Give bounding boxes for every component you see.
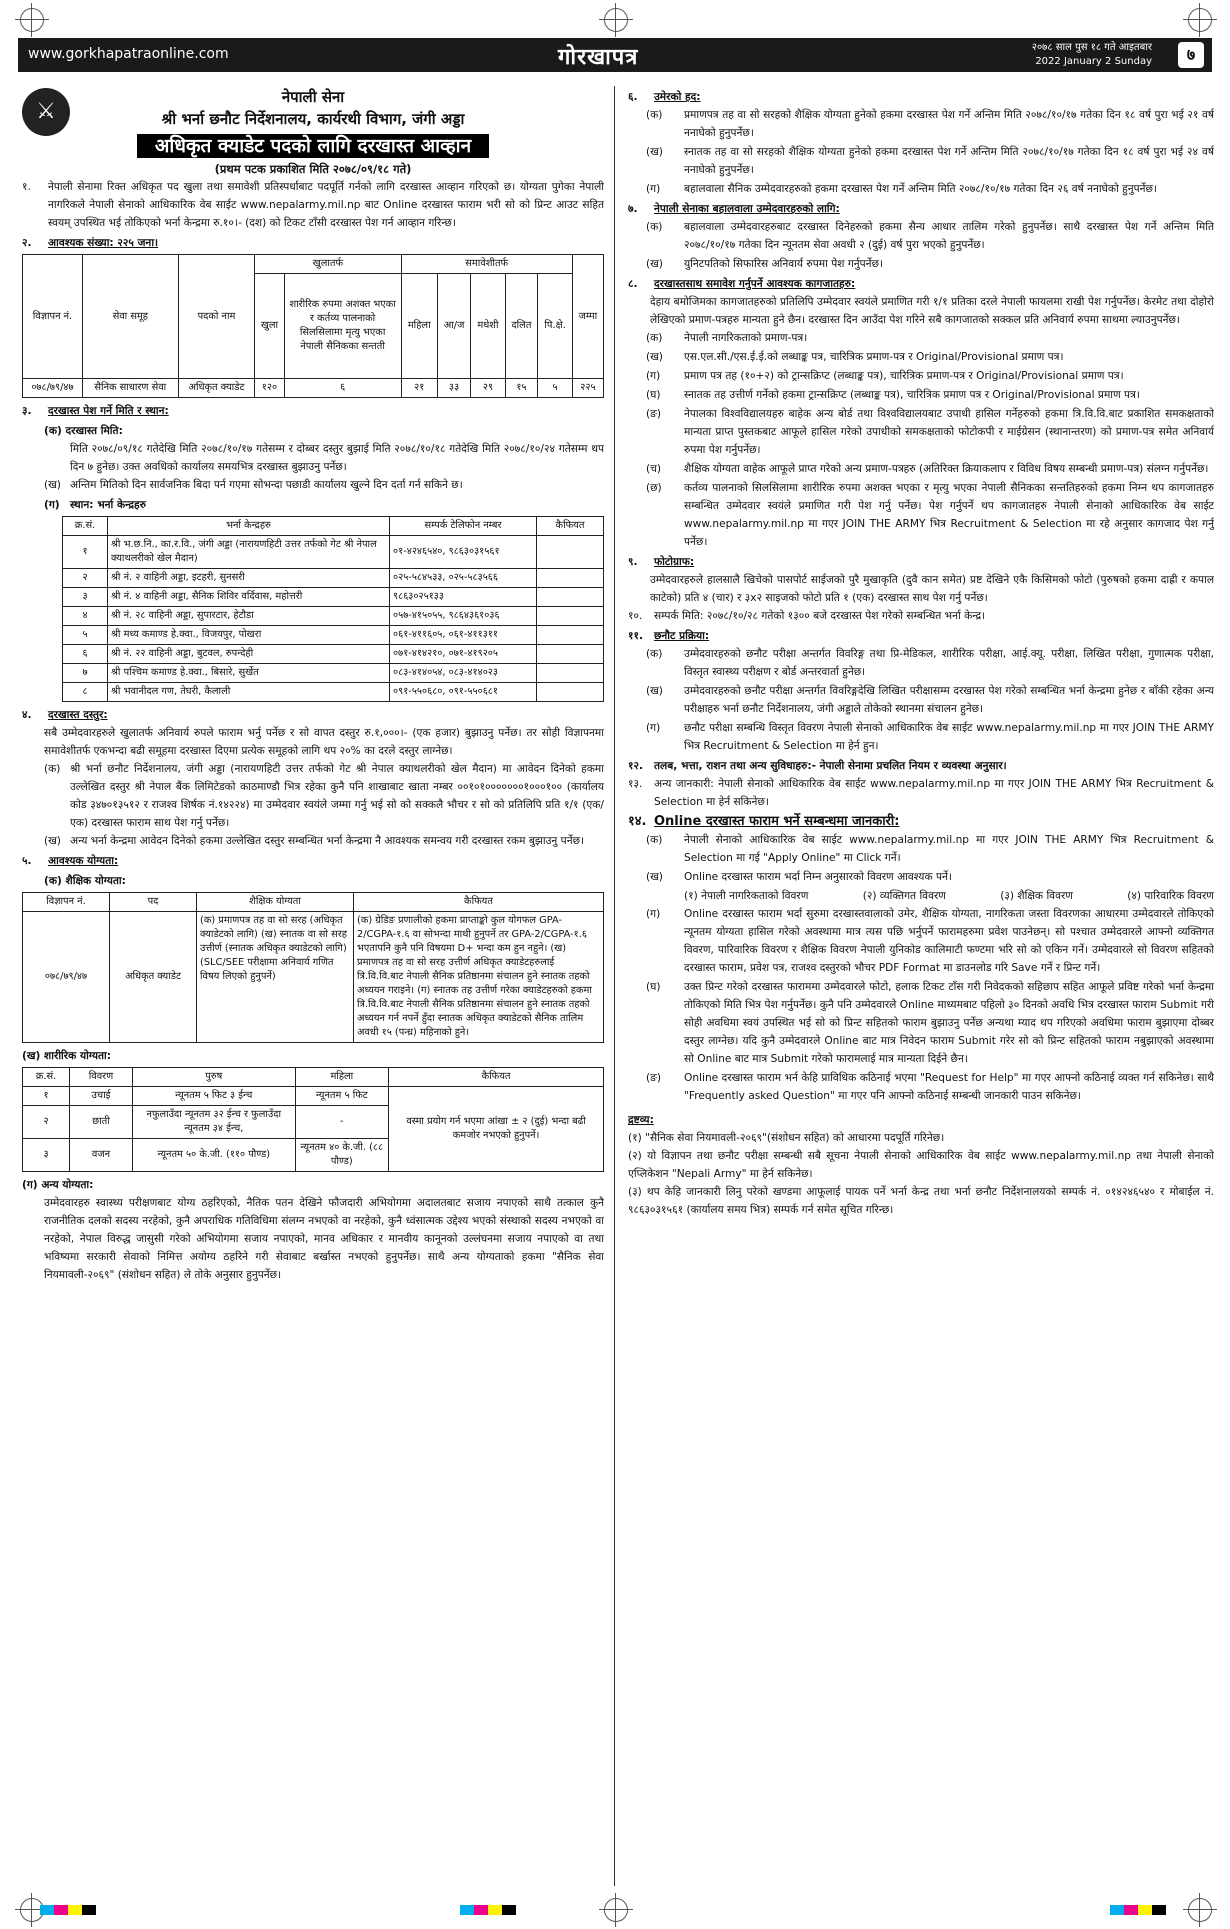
section-5-heading (22, 852, 604, 870)
th-dalit: दलित (505, 274, 538, 379)
section-number: ६. (628, 91, 638, 103)
section-5c-text: उम्मेदवारहरु स्वास्थ्य परीक्षणबाट योग्य ठहरिएको, नैतिक पतन देखिने फौजदारी अभियोगमा अदालतबाट सजाय नपाएको साथै तत्काल कुनै राजनीतिक दलको सदस्य नरहेको, कुनै अपराधिक गतिविधिमा संलग्न नभएको वा नरहेको, कुनै ध्वंसात्मक उद्देश्य भएको संस्थाको सदस्य नभएको वा नरहेको, नेपाल विरुद्ध जासुसी गरेको अभियोगमा सजाय नपाएको, मानव अधिकार र मानवीय कानूनको उल्लंघनमा सजाय नपाएको वा तथा भविष्यमा सरकारी सेवाको निमित्त अयोग्य ठहरिने गरी सेवाबाट बर्खास्त नभएको हुनुपर्नेछ। साथै अन्य योग्यताको हकमा "सैनिक सेवा नियमावली-२०६९" (संशोधन सहित) ले तोके अनुसार हुनुपर्नेछ। (44, 1197, 604, 1281)
list-item (628, 1069, 1214, 1105)
cell: ८ (63, 683, 108, 702)
sub-text: स्नातक तह उत्तीर्ण गर्नेको हकमा ट्रान्सक्रिप्ट (लब्धाङ्क पत्र), चारित्रिक प्रमाण पत्र र Original/Provisional प्रमाण पत्र। (684, 389, 1140, 401)
section-8-label: दरखास्तसाथ समावेश गर्नुपर्ने आवश्यक कागजातहरु: (654, 278, 856, 290)
section-9-heading (628, 553, 1214, 571)
section-3-heading (22, 402, 604, 420)
table-row (23, 1087, 604, 1106)
note-item: (३) थप केहि जानकारी लिनु परेको खण्डमा आफूलाई पायक पर्ने भर्ना केन्द्र तथा भर्ना छनौट निर्देशनालयको सम्पर्क नं. ०१४२४६५४० र मोबाईल नं. ९८६३०३१५६१ (कार्यालय समय भित्र) सम्पर्क गर्न समेत सूचित गरिन्छ। (628, 1186, 1214, 1216)
table-row (23, 912, 604, 1043)
cell: अधिकृत क्याडेट (110, 912, 197, 1043)
list-item (628, 479, 1214, 551)
sub-text: एस.एल.सी./एस.ई.ई.को लब्धाङ्क पत्र, चारित्रिक प्रमाण-पत्र र Original/Provisional प्रमाण पत्र। (684, 351, 1064, 363)
section-4-label: दरखास्त दस्तुर: (48, 709, 108, 721)
cell: ७ (63, 664, 108, 683)
cell (537, 683, 604, 702)
list-item (628, 405, 1214, 459)
detail-item: (१) नेपाली नागरिकताको विवरण (684, 890, 809, 902)
list-item (628, 905, 1214, 977)
cell: २ (63, 569, 108, 588)
black-swatch (82, 1905, 96, 1915)
sub-label: (क) (44, 763, 61, 775)
section-13 (628, 775, 1214, 811)
sub-text: छनौट परीक्षा सम्बन्धि विस्तृत विवरण नेपाली सेनाको आधिकारिक वेब साईट www.nepalarmy.mil.np मा गएर JOIN THE ARMY भित्र Recruitment & Selection मा हेर्न हुन। (684, 722, 1214, 752)
sub-label: (ख) (646, 351, 663, 363)
note-item: (१) "सैनिक सेवा नियमावली-२०६९"(संशोधन सहित) को आधारमा पदपूर्ति गरिनेछ। (628, 1132, 945, 1144)
cell: २२५ (572, 379, 603, 398)
physical-table (22, 1067, 604, 1172)
section-3b-text: अन्तिम मितिको दिन सार्वजनिक बिदा पर्न गएमा सोभन्दा पछाडी कार्यालय खुल्ने दिन दर्ता गर्न सकिने छ। (70, 479, 463, 491)
th-aj: आ/ज (437, 274, 471, 379)
detail-items (628, 887, 1214, 905)
table-row (63, 664, 604, 683)
section-6-heading (628, 88, 1214, 106)
section-number: ११. (628, 630, 644, 642)
cell: ३३ (437, 379, 471, 398)
list-item (628, 978, 1214, 1068)
cell: सैनिक साधारण सेवा (82, 379, 178, 398)
dept-name: श्री भर्ना छनौट निर्देशनालय, कार्यरथी विभाग, जंगी अड्डा (161, 110, 465, 128)
registration-mark-icon (604, 8, 628, 32)
sub-text: प्रमाण पत्र तह (१०+२) को ट्रान्सक्रिप्ट (लब्धाङ्क पत्र), चारित्रिक प्रमाण-पत्र र Original/Provisional प्रमाण पत्र। (684, 370, 1124, 382)
cell: २९ (471, 379, 505, 398)
list-item (628, 329, 1214, 347)
magenta-swatch (474, 1905, 488, 1915)
th-backward: पि.क्षे. (538, 274, 572, 379)
section-12 (628, 757, 1214, 775)
section-5a-label: (क) शैक्षिक योग्यता: (44, 875, 126, 887)
sub-label: (ङ) (646, 1072, 662, 1084)
list-item (628, 645, 1214, 681)
sub-text: नेपालका विश्वविद्यालयहरु बाहेक अन्य बोर्ड तथा विश्वविद्यालयबाट उपाधी हासिल गर्नेहरुको हकमा त्रि.वि.वि.बाट प्रकाशित समकक्षताको मान्यता प्राप्त पुस्तकबाट आफूले हासिल गरेको उपाधीको समकक्षताको फोटोकपी र माईग्रेसन (स्थानान्तरण) को प्रमाण-पत्र समेत अनिवार्य रुपमा पेश गर्नुपर्नेछ। (684, 408, 1214, 456)
sub-label: (ग) (44, 499, 60, 511)
cell: वस्मा प्रयोग गर्न भएमा आंखा ± २ (दुई) भन्दा बढी कमजोर नभएको हुनुपर्ने। (389, 1087, 604, 1172)
detail-item: (३) शैक्षिक विवरण (1000, 890, 1073, 902)
section-number: ७. (628, 203, 638, 215)
sub-label: (क) (646, 834, 663, 846)
column-divider (614, 86, 615, 1886)
table-row (63, 536, 604, 569)
note-item: (२) यो विज्ञापन तथा छनौट परीक्षा सम्बन्धी सबै सूचना नेपाली सेनाको आधिकारिक वेब साईट www.nepalarmy.mil.np तथा नेपाली सेनाको एप्लिकेशन "Nepali Army" मा हेर्न सकिनेछ। (628, 1150, 1214, 1180)
section-number: ४. (22, 709, 32, 721)
section-6-label: उमेरको हद: (654, 91, 701, 103)
cell: ०९१-५५०६८०, ०९१-५५०६८१ (390, 683, 537, 702)
section-7-label: नेपाली सेनाका बहालवाला उम्मेदवारहरुको लागि: (654, 203, 840, 215)
cell: - (295, 1106, 389, 1139)
section-number: १३. (628, 778, 643, 790)
cell: ०७१-४१४२१०, ०७१-४१९२०५ (390, 645, 537, 664)
registration-mark-icon (604, 1898, 628, 1922)
cell: अधिकृत क्याडेट (178, 379, 255, 398)
section-12-text: तलब, भत्ता, राशन तथा अन्य सुविधाहरु:- नेपाली सेनामा प्रचलित नियम र व्यवस्था अनुसार। (654, 760, 1007, 772)
th-inclusive-group: समावेशीतर्फ (401, 255, 572, 274)
page-number: ७ (1178, 42, 1204, 68)
cyan-swatch (40, 1905, 54, 1915)
note-heading (628, 1111, 1214, 1129)
list-item (628, 143, 1214, 179)
table-row (23, 379, 604, 398)
cell (537, 626, 604, 645)
section-3a-label: (क) दरखास्त मिति: (44, 425, 123, 437)
newspaper-title: गोरखापत्र (558, 45, 639, 70)
th-sn: क्र.सं. (63, 517, 108, 536)
yellow-swatch (488, 1905, 502, 1915)
sub-label: (छ) (646, 482, 662, 494)
sub-text: प्रमाणपत्र तह वा सो सरहको शैक्षिक योग्यता हुनेको हकमा दरखास्त पेश गर्ने अन्तिम मिति २०७८/१०/१७ गतेका दिन १८ वर्ष पुरा भई २१ वर्ष ननाघेको हुनुपर्नेछ। (684, 109, 1214, 139)
cell: (क) ग्रेडिङ प्रणालीको हकमा प्राप्ताङ्को कुल योगफल GPA-2/CGPA-१.६ वा सोभन्दा माथी हुनुपर्ने तर GPA-2/CGPA-१.६ भएतापनि कुनै पनि विषयमा D+ भन्दा कम हुन नहुने। (ख) प्रमाणपत्र तह वा सो सरह उत्तीर्ण अधिकृत क्याडेटहरुलाई त्रि.वि.वि.बाट नेपाली सैनिक प्रतिष्ठानमा संचालन हुने स्नातक तहको अध्ययन गराइने। (ग) स्नातक तह उत्तीर्ण गरेका क्याडेटहरुको हकमा त्रि.वि.वि.बाट नेपाली सैनिक प्रतिष्ठानमा संचालन हुने स्नातक तहको अध्ययन गर्न नपर्ने हुँदा स्नातक अधिकृत क्याडेटको सैनिक तालिम अवधी १५ (पन्ध्र) महिनाको हुने। (354, 912, 604, 1043)
list-item (628, 831, 1214, 867)
masthead (18, 38, 1212, 72)
education-table (22, 892, 604, 1043)
cyan-swatch (460, 1905, 474, 1915)
cell: ०८३-४१४०५४, ०८३-४१४०२३ (390, 664, 537, 683)
issue-date-nepali: २०७८ साल पुस १८ गते आइतबार (1031, 42, 1152, 53)
section-3c (22, 496, 604, 514)
color-bar (460, 1905, 516, 1915)
section-8-heading (628, 275, 1214, 293)
cell (537, 588, 604, 607)
th-detail: विवरण (70, 1068, 133, 1087)
registration-mark-icon (1188, 1898, 1212, 1922)
list-item (628, 180, 1214, 198)
section-number: ५. (22, 855, 32, 867)
cell: १ (63, 536, 108, 569)
sub-text: Online दरखास्त फाराम भर्न केहि प्राविधिक कठिनाई भएमा "Request for Help" मा गएर आफ्नो कठिनाई व्यक्त गर्न सकिनेछ। साथै "Frequently asked Question" मा गएर पनि आफ्नो कठिनाई सम्बन्धी जानकारी पाउन सकिनेछ। (684, 1072, 1214, 1102)
first-publication: (प्रथम पटक प्रकाशित मिति २०७८/०९/१८ गते) (214, 162, 412, 176)
notice-banner: अधिकृत क्याडेट पदको लागि दरखास्त आव्हान (137, 134, 489, 158)
section-10 (628, 607, 1214, 625)
sub-text: Online दरखास्त फाराम भर्दा निम्न अनुसारको विवरण आवश्यक पर्ने। (684, 871, 952, 883)
sub-text: Online दरखास्त फाराम भर्दा सुरुमा दरखास्तवालाको उमेर, शैक्षिक योग्यता, नागरिकता जस्ता विवरणका आधारमा उम्मेदवारले तोकिएको न्यूनतम योग्यता हासिल गरेको अवस्थामा मात्र त्यस पछि भर्नुपर्ने फारामहरुमा प्रवेश पाउनेछन्। सो पश्चात उम्मेदवारले आफ्नो व्यक्तिगत विवरण, पारिवारिक विवरण र शैक्षिक विवरण नेपाली युनिकोड कालिमाटी फण्टमा भरि सो को एकिन गर्ने। उम्मेदवारले सो विवरण सहितको दरखास्त फाराम, प्रवेश पत्र, राजश्व दस्तुरको भौचर PDF Format मा डाउनलोड गरि Save गर्ने र प्रिन्ट गर्ने। (684, 908, 1214, 974)
th-remark: कैफियत (537, 517, 604, 536)
sub-text: बहालवाला उम्मेदवारहरुबाट दरखास्त दिनेहरुको हकमा सैन्य आधार तालिम गरेको हुनुपर्नेछ। साथै दरखास्त पेश गर्ने अन्तिम मिति २०७८/१०/१७ गतेका दिन न्यूनतम सेवा अवधी २ (दुई) वर्ष पुरा भएको हुनुपर्नेछ। (684, 221, 1214, 251)
sub-text: स्नातक तह वा सो सरहको शैक्षिक योग्यता हुनेको हकमा दरखास्त पेश गर्ने अन्तिम मिति २०७८/१०/१७ गतेका दिन १८ वर्ष पुरा भई २४ वर्ष ननाघेको हुनुपर्नेछ। (684, 146, 1214, 176)
yellow-swatch (68, 1905, 82, 1915)
section-14-label: Online दरखास्त फाराम भर्ने सम्बन्धमा जानकारी: (654, 814, 900, 829)
section-2-heading (22, 234, 604, 252)
cell: ०५७-४१५०५५, ९८६४३६१०३६ (390, 607, 537, 626)
th-post: पद (110, 893, 197, 912)
cell: ३ (23, 1139, 70, 1172)
sub-label: (क) (646, 109, 663, 121)
sub-label: (च) (646, 463, 661, 475)
issue-date-english: 2022 January 2 Sunday (1035, 56, 1152, 67)
cell: ५ (538, 379, 572, 398)
cell: २१ (401, 379, 437, 398)
section-4kh-text: अन्य भर्ना केन्द्रमा आवेदन दिनेको हकमा उल्लेखित दस्तुर सम्बन्धित भर्ना केन्द्रमा नै आवश्यक समन्वय गरी दरखास्त रकम बुझाउनु पर्नेछ। (70, 835, 585, 847)
sub-text: उम्मेदवारहरुको छनौट परीक्षा अन्तर्गत विवरिङ्ग तथा प्रि-मेडिकल, शारीरिक परीक्षा, आई.क्यू. परीक्षा, लिखित परीक्षा, गुणात्मक परीक्षा, विस्तृत स्वास्थ्य परीक्षण र बोर्ड अन्तरवार्ता हुनेछ। (684, 648, 1214, 678)
list-item (628, 367, 1214, 385)
list-item (628, 719, 1214, 755)
section-7-heading (628, 200, 1214, 218)
cell: नफुलाउँदा न्यूनतम ३२ ईन्च र फुलाउँदा न्यूनतम ३४ ईन्च, (133, 1106, 296, 1139)
cell: वजन (70, 1139, 133, 1172)
note-label: द्रष्टव्य: (628, 1114, 654, 1126)
th-open: खुला (255, 274, 284, 379)
cell: ६ (284, 379, 401, 398)
th-qualification: शैक्षिक योग्यता (197, 893, 354, 912)
section-3c-label: स्थान: भर्ना केन्द्रहरु (70, 499, 146, 511)
table-row (63, 607, 604, 626)
list-item (628, 386, 1214, 404)
left-column (22, 86, 604, 1886)
org-name: नेपाली सेना (281, 88, 345, 106)
cell (537, 569, 604, 588)
vacancy-table (22, 254, 604, 398)
th-advert: विज्ञापन नं. (23, 255, 83, 379)
cell: ६ (63, 645, 108, 664)
sub-label: (क) (646, 221, 663, 233)
cell: ०२५-५८४५३३, ०२५-५८३५६६ (390, 569, 537, 588)
section-11-label: छनौट प्रक्रिया: (654, 630, 710, 642)
cell: श्री नं. २ वाहिनी अड्डा, इटहरी, सुनसरी (108, 569, 390, 588)
sub-label: (क) (646, 648, 663, 660)
table-row (63, 569, 604, 588)
cell: १५ (505, 379, 538, 398)
cell (537, 607, 604, 626)
section-1 (22, 178, 604, 232)
cell: ४ (63, 607, 108, 626)
section-8-intro: देहाय बमोजिमका कागजातहरुको प्रतिलिपि उम्मेदवार स्वयंले प्रमाणित गरी १/१ प्रतिका दरले नेपाली फायलमा राखी पेश गर्नुपर्नेछ। केरमेट तथा दोहोरो लेखिएको प्रमाण-पत्रहरु मान्यता हुने छैन। दरखास्त दिन आउँदा पेश गरिने सबै कागजातको सक्कल प्रति अनिवार्य रुपमा साथमा ल्याउनुपर्नेछ। (650, 296, 1214, 326)
section-3a-text: मिति २०७८/०९/१८ गतेदेखि मिति २०७८/१०/१७ गतेसम्म र दोब्बर दस्तुर बुझाई मिति २०७८/१०/१८ गतेदेखि मिति २०७८/१०/२४ गतेसम्म थप दिन ७ हुनेछ। उक्त अवधिको कार्यालय समयभित्र दरखास्त बुझाउनु पर्नेछ। (70, 443, 604, 473)
list-item (628, 255, 1214, 273)
th-sn: क्र.सं. (23, 1068, 70, 1087)
cell: श्री भ.छ.नि., का.र.वि., जंगी अड्डा (नारायणहिटी उत्तर तर्फको गेट श्री नेपाल क्याथलरीको खेल मैदान) (108, 536, 390, 569)
table-row (63, 683, 604, 702)
sub-label: (ख) (646, 258, 663, 270)
section-5-label: आवश्यक योग्यता: (48, 855, 119, 867)
sub-label: (ग) (646, 908, 661, 920)
section-number: ३. (22, 405, 32, 417)
sub-text: नेपाली नागरिकताको प्रमाण-पत्र। (684, 332, 808, 344)
cell: श्री मध्य कमाण्ड हे.क्वा., विजयपुर, पोखरा (108, 626, 390, 645)
cell: १२० (255, 379, 284, 398)
section-9-text: उम्मेदवारहरुले हालसालै खिचेको पासपोर्ट साईजको पुरै मुखाकृति (दुवै कान समेत) प्रष्ट देखिने एकै किसिमको फोटो (पुरुषको हकमा दाह्री र कपाल काटेको) प्रति ४ (चार) र ३x२ साइजको फोटो प्रति १ (एक) दरखास्त साथ पेश गर्नु पर्नेछ। (650, 574, 1214, 604)
th-open-group: खुलातर्फ (255, 255, 401, 274)
cell (537, 664, 604, 683)
registration-mark-icon (20, 8, 44, 32)
sub-label: (ख) (44, 835, 61, 847)
section-number: १०. (628, 610, 643, 622)
cell: ०१-४२४६५४०, ९८६३०३१५६१ (390, 536, 537, 569)
table-row (63, 626, 604, 645)
cell: ३ (63, 588, 108, 607)
section-2-label: आवश्यक संख्या: २२५ जना। (48, 237, 159, 249)
list-item (628, 460, 1214, 478)
cell: न्यूनतम ४० के.जी. (८८ पौण्ड) (295, 1139, 389, 1172)
cell: २ (23, 1106, 70, 1139)
color-bar (1110, 1905, 1166, 1915)
cell: ०७८/७९/४७ (23, 379, 83, 398)
detail-item: (४) पारिवारिक विवरण (1127, 890, 1214, 902)
registration-mark-icon (1188, 8, 1212, 32)
cell: श्री पश्चिम कमाण्ड हे.क्वा., बिसारे, सुर्खेत (108, 664, 390, 683)
cell: न्यूनतम ५ फिट ३ ईन्च (133, 1087, 296, 1106)
th-female: महिला (295, 1068, 389, 1087)
cell: श्री नं. २८ वाहिनी अड्डा, सुपारटार, हेटौडा (108, 607, 390, 626)
list-item (628, 868, 1214, 886)
cell: (क) प्रमाणपत्र तह वा सो सरह (अधिकृत क्याडेटको लागि) (ख) स्नातक वा सो सरह उत्तीर्ण (स्नातक अधिकृत क्याडेटको लागि) (SLC/SEE परीक्षामा अनिवार्य गणित विषय लिएको हुनुपर्ने) (197, 912, 354, 1043)
th-remark: कैफियत (354, 893, 604, 912)
th-service: सेवा समूह (82, 255, 178, 379)
cell: ०६१-४११६०५, ०६१-४११३११ (390, 626, 537, 645)
sub-label: (ख) (44, 479, 61, 491)
section-5b-label: (ख) शारीरिक योग्यता: (22, 1050, 111, 1062)
cell (537, 645, 604, 664)
color-bar (40, 1905, 96, 1915)
army-emblem-icon: ⚔ (22, 88, 70, 136)
section-1-text: नेपाली सेनामा रिक्त अधिकृत पद खुला तथा समावेशी प्रतिस्पर्धाबाट पदपूर्ति गर्नको लागि दरखास्त आव्हान गरिएको छ। योग्यता पुगेका नेपाली नागरिकले नेपाली सेनाको आधिकारिक वेब साईट www.nepalarmy.mil.np बाट Online दरखास्त फाराम भरी सो को प्रिन्ट आउट सहित स्वयम् उपस्थित भई तोकिएको भर्ना केन्द्रमा रु.१०।- (दश) को टिकट टाँसी दरखास्त पेश गर्न आव्हान गरिन्छ। (48, 181, 604, 229)
sub-label: (ख) (646, 685, 663, 697)
list-item (628, 106, 1214, 142)
sub-text: नेपाली सेनाको आधिकारिक वेब साईट www.nepalarmy.mil.np मा गएर JOIN THE ARMY भित्र Recruitment & Selection मा गई "Apply Online" मा Click गर्ने। (684, 834, 1214, 864)
sub-label: (ङ) (646, 408, 662, 420)
site-url[interactable]: www.gorkhapatraonline.com (28, 46, 229, 62)
issue-date (1032, 41, 1152, 69)
section-14-heading (628, 813, 1214, 831)
yellow-swatch (1138, 1905, 1152, 1915)
section-4-text: सबै उम्मेदवारहरुले खुलातर्फ अनिवार्य रुपले फाराम भर्नु पर्नेछ र सो वापत दस्तुर रु.१,०००।- (एक हजार) बुझाउनु पर्नेछ। तर सोही विज्ञापनमा समावेशीतर्फ एकभन्दा बढी समूहमा दरखास्त दिएमा प्रत्येक समूहको लागि थप २०% का दरले दस्तुर लाग्नेछ। (44, 727, 604, 757)
cell: न्यूनतम ५० के.जी. (११० पौण्ड) (133, 1139, 296, 1172)
section-number: १. (22, 181, 31, 193)
section-4k-text: श्री भर्ना छनौट निर्देशनालय, जंगी अड्डा (नारायणहिटी उत्तर तर्फको गेट श्री नेपाल क्याथलरीको खेल मैदान) मा आवेदन दिनेको हकमा उल्लेखित दस्तुर श्री नेपाल बैंक लिमिटेडको काठमाण्डौ भित्र रहेका कुनै पनि शाखाबाट खाता नम्बर ००१०१०००००००१०००१०० (कार्यालय कोड ३४७०१३५१२ र राजश्व शिर्षक नं.१४२२४) मा उम्मेदवार स्वयंले जम्मा गर्नु भई सो को सक्कलै भौचर र सो को प्रतिलिपि प्रति १/१ (एक/एक) दरखास्त फाराम साथ पेश गर्नु पर्नेछ। (70, 763, 604, 829)
sub-label: (क) (646, 332, 663, 344)
section-11-heading (628, 627, 1214, 645)
magenta-swatch (1124, 1905, 1138, 1915)
cell (537, 536, 604, 569)
sub-label: (ग) (646, 183, 661, 195)
th-post: पदको नाम (178, 255, 255, 379)
section-number: ९. (628, 556, 638, 568)
th-madhesi: मधेशी (471, 274, 505, 379)
detail-item: (२) व्यक्तिगत विवरण (862, 890, 946, 902)
notice-header (22, 86, 604, 178)
th-total: जम्मा (572, 255, 603, 379)
section-number: २. (22, 237, 32, 249)
section-number: १४. (628, 814, 647, 829)
table-row (63, 645, 604, 664)
th-remark: कैफियत (389, 1068, 604, 1087)
th-phone: सम्पर्क टेलिफोन नम्बर (390, 517, 537, 536)
black-swatch (502, 1905, 516, 1915)
section-number: ८. (628, 278, 638, 290)
sub-text: युनिटपतिको सिफारिस अनिवार्य रुपमा पेश गर्नुपर्नेछ। (684, 258, 884, 270)
section-13-text: अन्य जानकारी: नेपाली सेनाको आधिकारिक वेब साईट www.nepalarmy.mil.np मा गएर JOIN THE ARMY भित्र Recruitment & Selection मा हेर्न सकिनेछ। (654, 778, 1214, 808)
table-row (63, 588, 604, 607)
cell: न्यूनतम ५ फिट (295, 1087, 389, 1106)
cell: श्री नं. ४ वाहिनी अड्डा, सैनिक शिविर वर्दिवास, महोत्तरी (108, 588, 390, 607)
sub-text: बहालवाला सैनिक उम्मेदवारहरुको हकमा दरखास्त पेश गर्ने अन्तिम मिति २०७८/१०/१७ गतेका दिन २६ वर्ष ननाघेको हुनुपर्नेछ। (684, 183, 1157, 195)
list-item (628, 348, 1214, 366)
sub-label: (ख) (646, 146, 663, 158)
sub-label: (ग) (646, 370, 661, 382)
section-4k (22, 760, 604, 832)
sub-label: (घ) (646, 389, 661, 401)
th-male: पुरुष (133, 1068, 296, 1087)
section-number: १२. (628, 760, 644, 772)
sub-label: (ग) (646, 722, 661, 734)
cell: ५ (63, 626, 108, 645)
th-center: भर्ना केन्द्रहरु (108, 517, 390, 536)
list-item (628, 682, 1214, 718)
cell: ९८६३०२५१३३ (390, 588, 537, 607)
right-column (628, 86, 1214, 1886)
section-5c-label: (ग) अन्य योग्यता: (22, 1179, 94, 1191)
th-special: शारीरिक रुपमा अशक्त भएका र कर्तव्य पालनाको सिलसिलामा मृत्यु भएका नेपाली सैनिकका सन्तती (284, 274, 401, 379)
centers-table (62, 516, 604, 702)
magenta-swatch (54, 1905, 68, 1915)
sub-label: (घ) (646, 981, 661, 993)
sub-text: उम्मेदवारहरुको छनौट परीक्षा अन्तर्गत विवरिङ्गदेखि लिखित परीक्षासम्म दरखास्त पेश गरेको सम्बन्धित भर्ना केन्द्रमा हुनेछ र बाँकी रहेका अन्य परीक्षाहरु भर्ना छनौट निर्देशनालय, जंगी अड्डाले तोकेको स्थानमा संचालन हुनेछ। (684, 685, 1214, 715)
sub-label: (ख) (646, 871, 663, 883)
black-swatch (1152, 1905, 1166, 1915)
section-10-text: सम्पर्क मिति: २०७८/१०/२८ गतेको १३०० बजे दरखास्त पेश गरेको सम्बन्धित भर्ना केन्द्र। (654, 610, 986, 622)
cell: ०७८/७९/४७ (23, 912, 110, 1043)
list-item (628, 218, 1214, 254)
sub-text: शैक्षिक योग्यता वाहेक आफूले प्राप्त गरेको अन्य प्रमाण-पत्रहरु (अतिरिक्त क्रियाकलाप र विविध विषय सम्बन्धी प्रमाण-पत्र) संलग्न गर्नुपर्नेछ। (684, 463, 1209, 475)
cell: १ (23, 1087, 70, 1106)
section-3-label: दरखास्त पेश गर्ने मिति र स्थान: (48, 405, 169, 417)
cell: उचाई (70, 1087, 133, 1106)
section-3b (22, 476, 604, 494)
section-4-heading (22, 706, 604, 724)
sub-text: उक्त प्रिन्ट गरेको दरखास्त फाराममा उम्मेदवारले फोटो, हलाक टिकट टाँस गरी निवेदकको सहिछाप सहित आफूले प्रविष्ट गरेको भर्ना केन्द्रमा तोकिएको मिति भित्र पेश गर्नुपर्नेछ। कुनै पनि उम्मेदवारले Online माध्यमबाट पहिलो ३० दिनको अवधि भित्र दरखास्त फाराम Submit गरी सोही अवधिमा स्वयं उपस्थित भई सो को प्रिन्ट सहितको फाराम बुझाउनु पर्नेछ अन्यथा म्याद थप गरिएको अवधिमा फाराम बुझाएमा दोब्बर दस्तुर लाग्नेछ। यदि कुनै उम्मेदवारले Online बाट मात्र निवेदन फाराम Submit गरेर सो को प्रिन्ट सहितको फाराम नबुझाएको अवस्थामा सो Online बाट मात्र Submit गरेको फारामलाई मात्र मान्यता दिईने छैन। (684, 981, 1214, 1065)
cell: छाती (70, 1106, 133, 1139)
section-9-label: फोटोग्राफ: (654, 556, 695, 568)
th-women: महिला (401, 274, 437, 379)
th-advert: विज्ञापन नं. (23, 893, 110, 912)
sub-text: कर्तव्य पालनाको सिलसिलामा शारीरिक रुपमा अशक्त भएका र मृत्यु भएका नेपाली सैनिकका सन्ततिहरुको हकमा निम्न थप कागजातहरु सम्बन्धित उम्मेदवार स्वयंले प्रमाणित गरी पेश गर्नु पर्नेछ। पेश गर्नुपर्ने थप कागजातहरु नेपाली सेनाको आधिकारिक वेब साईट www.nepalarmy.mil.np मा गएर JOIN THE ARMY भित्र Recruitment & Selection मा रहे अनुसार कागजाद पेश गर्नु पर्नेछ। (684, 482, 1214, 548)
cell: श्री भवानीदल गण, तेघरी, कैलाली (108, 683, 390, 702)
cyan-swatch (1110, 1905, 1124, 1915)
section-4kh (22, 832, 604, 850)
cell: श्री नं. २२ वाहिनी अड्डा, बुटवल, रुपन्देही (108, 645, 390, 664)
